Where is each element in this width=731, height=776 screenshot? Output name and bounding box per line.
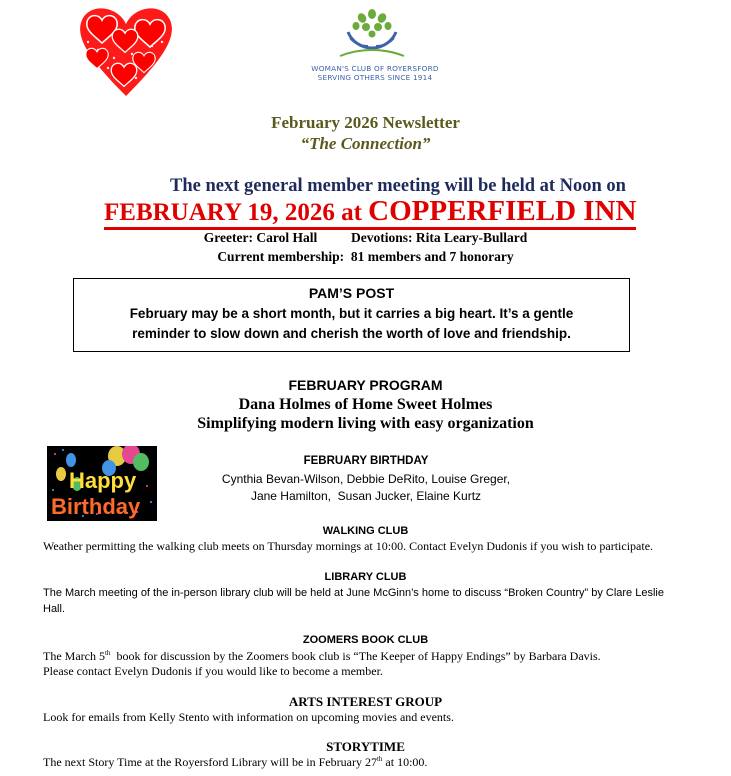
hands-with-leaves-logo-icon [300,4,450,62]
birthday-names-line2: Jane Hamilton, Susan Jucker, Elaine Kurtz [250,489,482,503]
storytime-text: The next Story Time at the Royersford Library will be in February 27th at 10:00. [43,755,428,769]
program-heading: FEBRUARY PROGRAM [288,377,443,393]
arts-text: Look for emails from Kelly Stento with information on upcoming movies and events. [43,710,454,724]
newsletter-subtitle: “The Connection” [300,134,431,153]
pams-post-box [73,278,630,352]
meeting-intro: The next general member meeting will be held at Noon on [170,176,626,196]
birthday-names-line1: Cynthia Bevan-Wilson, Debbie DeRito, Louise Greger, [221,472,511,486]
club-logo [300,4,460,86]
walking-club-text: Weather permitting the walking club meets on Thursday mornings at 10:00. Contact Evelyn Dudonis if you wish to participate. [43,539,654,553]
greeter-devotions: Greeter: Carol Hall Devotions: Rita Leary-Bullard [203,230,528,245]
birthday-names [200,471,532,505]
meeting-date-venue [104,197,636,230]
birthday-heading: FEBRUARY BIRTHDAY [303,455,429,467]
library-club-text: The March meeting of the in-person library club will be held at June McGinn’s home to discuss “Broken Country” by Clare Leslie Hall. [43,587,664,615]
heart-of-hearts-icon [62,2,190,98]
walking-club-heading: WALKING CLUB [322,525,409,537]
program-speaker: Dana Holmes of Home Sweet Holmes [238,396,493,413]
newsletter-title: February 2026 Newsletter [271,113,460,132]
zoomers-heading: ZOOMERS BOOK CLUB [302,634,429,646]
storytime-heading: STORYTIME [326,739,405,754]
org-name: WOMAN'S CLUB OF ROYERSFORD [311,64,439,73]
meeting-date: FEBRUARY 19, 2026 at [104,199,369,226]
meeting-venue: COPPERFIELD INN [368,195,637,227]
happy-birthday-image [47,446,157,521]
membership-count: Current membership: 81 members and 7 honorary [217,249,514,264]
org-tagline: SERVING OTHERS SINCE 1914 [317,73,433,82]
program-topic: Simplifying modern living with easy organization [197,415,534,432]
pams-post-text: February may be a short month, but it carries a big heart. It’s a gentle reminder to slow down and cherish the worth of love and friendship. [129,306,574,341]
arts-heading: ARTS INTEREST GROUP [288,694,443,709]
svg-text:Birthday: Birthday [51,494,141,519]
svg-text:Happy: Happy [69,468,137,493]
pams-post-title: PAM’S POST [308,285,395,301]
library-club-heading: LIBRARY CLUB [324,571,407,583]
zoomers-text: The March 5th book for discussion by the Zoomers book club is “The Keeper of Happy Endings” by Barbara Davis. Please contact Evelyn Dudonis if you would like to become a member. [43,649,601,678]
